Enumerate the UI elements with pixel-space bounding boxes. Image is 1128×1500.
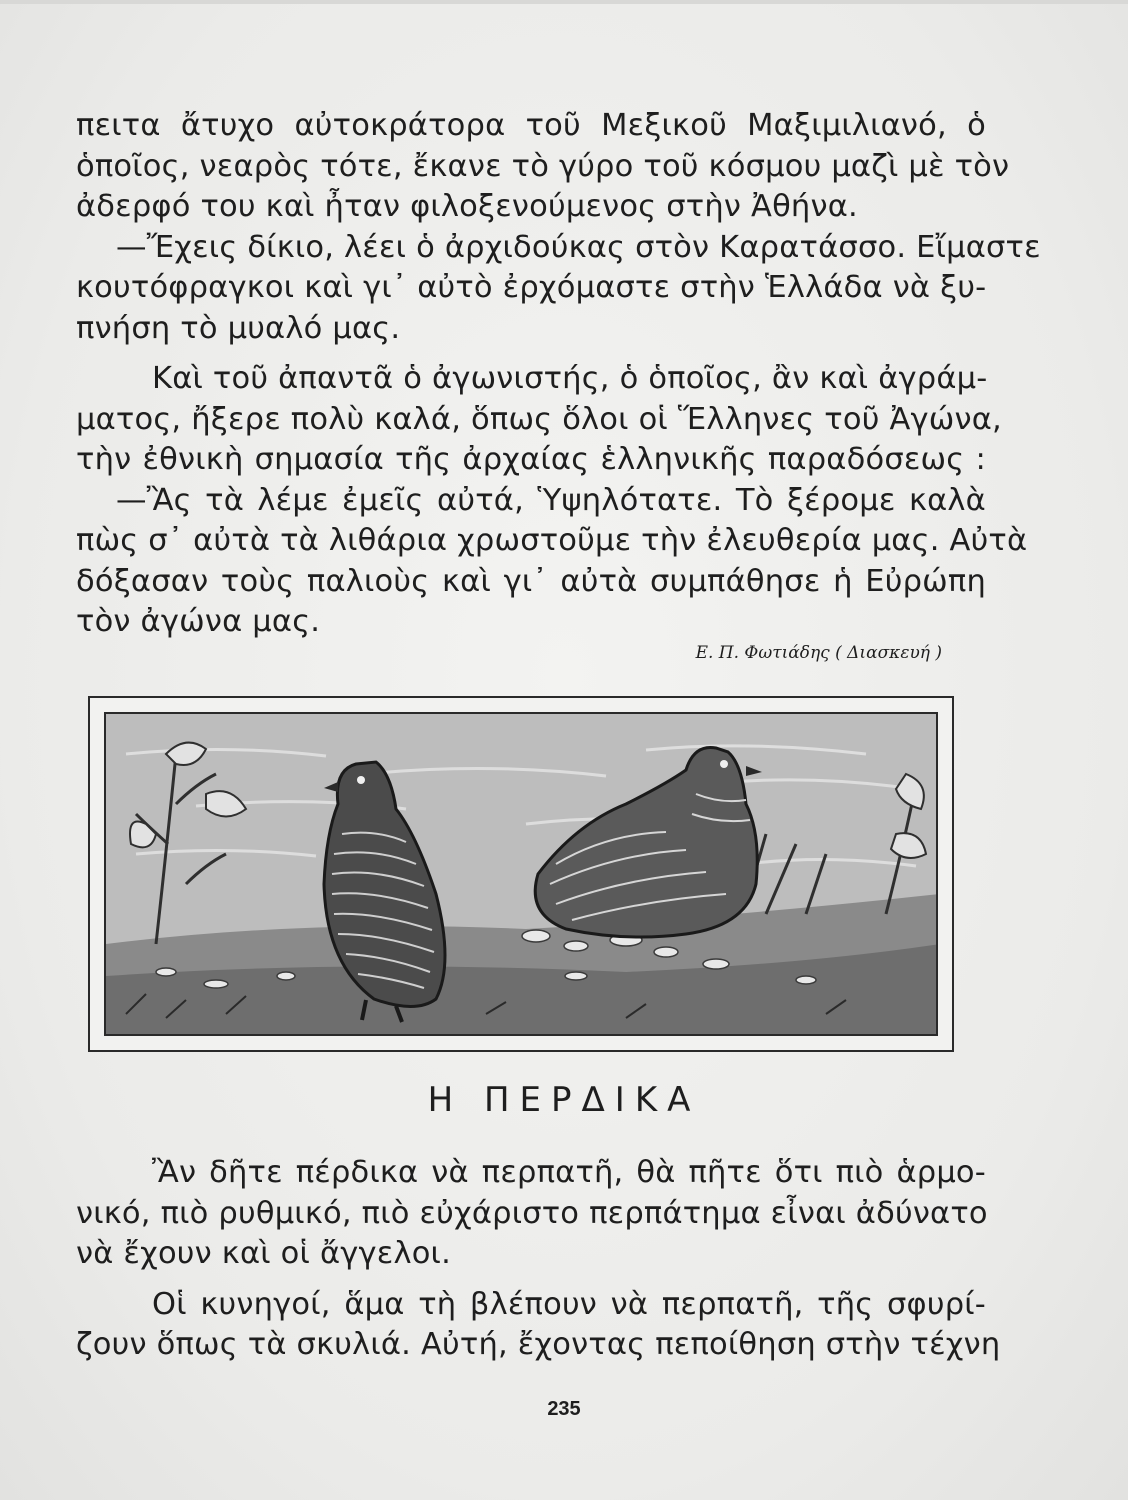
text-line: νικό, πιὸ ρυθμικό, πιὸ εὐχάριστο περπάτημα εἶναι ἀδύνατο [76, 1195, 988, 1231]
text-line: ὁποῖος, νεαρὸς τότε, ἔκανε τὸ γύρο τοῦ κόσμου μαζὶ μὲ τὸν [76, 148, 1010, 184]
text-line: κουτόφραγκοι καὶ γι᾽ αὐτὸ ἐρχόμαστε στὴν Ἑλλάδα νὰ ξυ- [76, 270, 987, 305]
partridge-illustration [88, 696, 954, 1052]
text-line: τὸν ἀγώνα μας. [76, 604, 321, 639]
text-line: πνήση τὸ μυαλό μας. [76, 310, 401, 346]
page-number: 235 [547, 1398, 581, 1420]
text-line: πειτα ἄτυχο αὐτοκράτορα τοῦ Μεξικοῦ Μαξιμιλιανό, ὁ [76, 108, 986, 143]
section-title: Η ΠΕΡΔΙΚΑ [427, 1080, 701, 1120]
author-attribution: Ε. Π. Φωτιάδης ( Διασκευή ) [695, 642, 942, 663]
partridge-text [76, 1153, 1001, 1366]
text-line: —Ἔχεις δίκιο, λέει ὁ ἀρχιδούκας στὸν Καρατάσσο. Εἴμαστε [116, 229, 1041, 265]
text-line: πὼς σ᾽ αὐτὰ τὰ λιθάρια χρωστοῦμε τὴν ἐλευθερία μας. Αὐτὰ [76, 523, 1028, 558]
passage-continuation [76, 106, 1041, 667]
text-line: Καὶ τοῦ ἀπαντᾶ ὁ ἀγωνιστής, ὁ ὁποῖος, ἂν καὶ ἀγράμ- [152, 361, 988, 396]
text-line: δόξασαν τοὺς παλιοὺς καὶ γι᾽ αὐτὰ συμπάθησε ἡ Εὐρώπη [76, 563, 986, 599]
text-line: ματος, ἤξερε πολὺ καλά, ὅπως ὅλοι οἱ Ἕλληνες τοῦ Ἀγώνα, [76, 401, 1002, 437]
text-line: ζουν ὅπως τὰ σκυλιά. Αὐτή, ἔχοντας πεποίθηση στὴν τέχνη [76, 1327, 1001, 1362]
text-line: Ἂν δῆτε πέρδικα νὰ περπατῆ, θὰ πῆτε ὅτι πιὸ ἁρμο- [152, 1155, 986, 1190]
text-line: Οἱ κυνηγοί, ἅμα τὴ βλέπουν νὰ περπατῆ, τῆς σφυρί- [152, 1286, 986, 1322]
text-line: νὰ ἔχουν καὶ οἱ ἄγγελοι. [76, 1236, 451, 1271]
text-line: τὴν ἐθνικὴ σημασία τῆς ἀρχαίας ἑλληνικῆς παραδόσεως : [76, 442, 986, 477]
text-line: —Ἂς τὰ λέμε ἐμεῖς αὐτά, Ὑψηλότατε. Τὸ ξέρομε καλὰ [116, 482, 986, 518]
text-line: ἀδερφό του καὶ ἦταν φιλοξενούμενος στὴν Ἀθήνα. [76, 189, 858, 224]
scan-edge [0, 0, 1128, 4]
woodcut-image [106, 714, 938, 1036]
